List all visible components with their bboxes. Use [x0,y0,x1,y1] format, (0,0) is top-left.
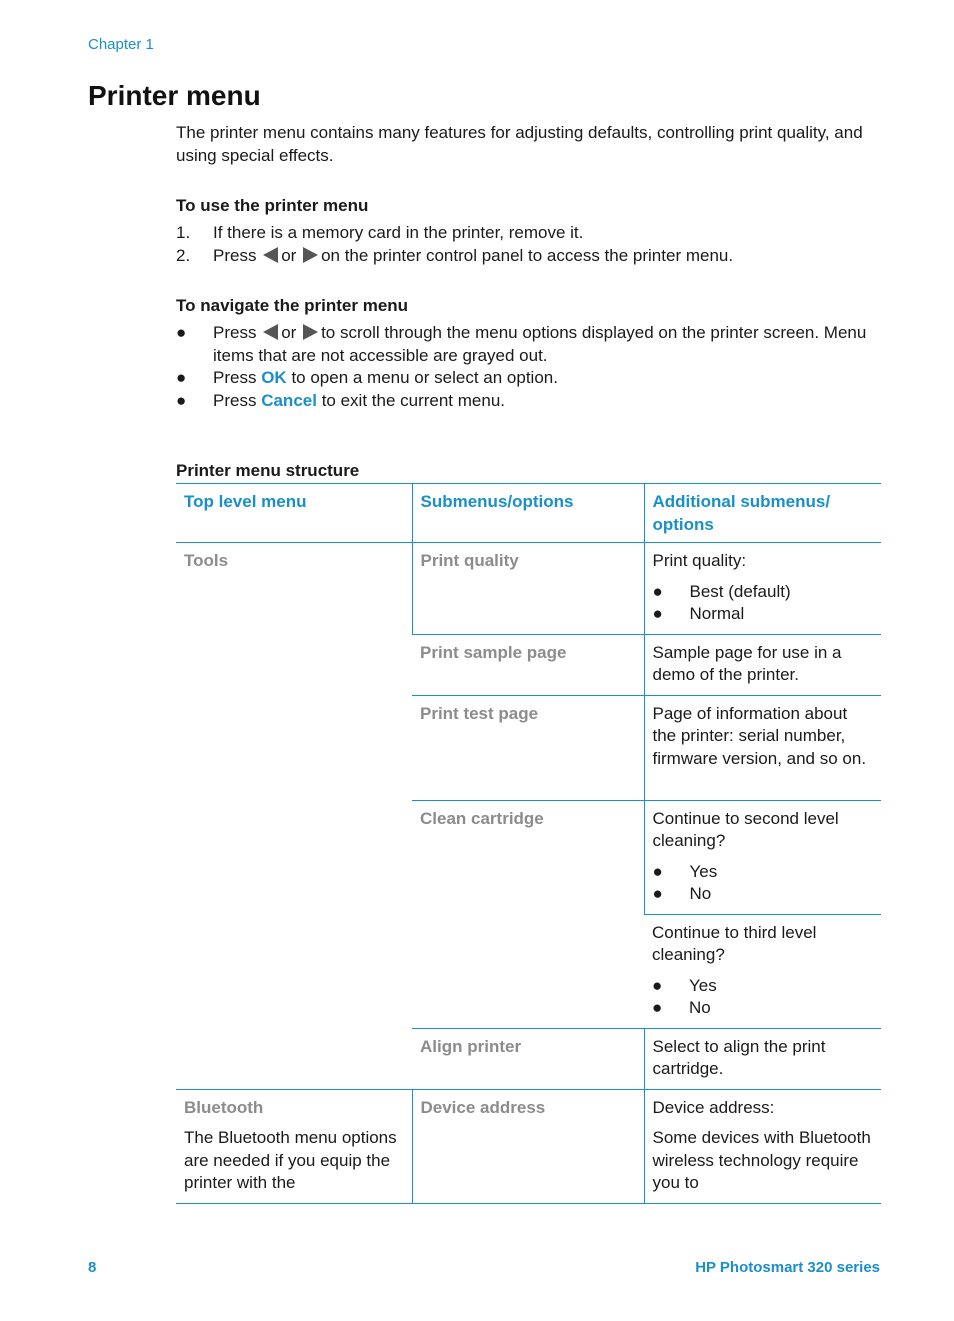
device-address-label: Device address [420,1097,546,1117]
table-row [176,1089,881,1203]
table-row [176,543,881,635]
option-desc: Continue to second level cleaning? [652,808,839,850]
item-text: to open a menu or select an option. [291,368,558,387]
item-text: to scroll through the menu options displayed on the printer screen. Menu items that are not accessible are grayed out. [213,323,867,365]
list-item [652,997,873,1020]
column-header: Submenus/options [412,484,644,543]
option-desc: Select to align the print cartridge. [652,1036,826,1078]
step-text: or [281,245,297,265]
option-text: Normal [689,604,745,623]
step-text: If there is a memory card in the printer, remove it. [213,223,584,242]
options-cell [644,1028,881,1089]
intro-paragraph: The printer menu contains many features for adjusting defaults, controlling print quality, and using special effects. [176,123,863,165]
list-item [653,883,874,906]
bullet: ● [652,884,663,903]
option-desc: Page of information about the printer: serial number, firmware version, and so on. [652,703,867,768]
item-text: Press [213,390,257,410]
bullet: ● [652,581,663,601]
submenu-cell [412,1028,644,1089]
left-arrow-icon [263,324,278,340]
print-quality-label: Print quality [420,551,519,570]
right-arrow-icon [303,324,318,340]
use-menu-steps [176,222,881,267]
navigate-menu-heading: To navigate the printer menu [176,296,409,315]
list-item [176,245,881,268]
list-item [176,367,881,390]
cancel-key-label: Cancel [261,390,317,410]
bullet: ● [176,390,187,410]
page-number: 8 [88,1259,97,1276]
right-arrow-icon [303,247,318,263]
item-text: Press [213,368,257,387]
navigate-menu-list [176,322,881,412]
submenu-cell [412,695,644,800]
submenu-cell [412,543,644,635]
bluetooth-desc: The Bluetooth menu options are needed if you equip the printer with the [184,1128,397,1192]
list-item [176,322,881,367]
bullet: ● [652,861,663,881]
options-cell [644,914,881,1028]
bullet: ● [652,604,663,623]
list-item [653,603,874,626]
options-list [653,581,874,626]
options-cell [644,1089,881,1203]
options-list [653,861,874,906]
options-cell [644,695,881,800]
bullet: ● [652,975,663,995]
list-item [653,861,874,884]
step-number: 1. [176,223,191,242]
bullet: ● [176,323,187,342]
option-text: No [689,998,711,1017]
tools-label: Tools [184,551,229,570]
print-sample-page-label: Print sample page [420,642,567,662]
print-test-page-label: Print test page [420,703,539,723]
list-item [653,581,874,604]
item-text: Press [213,323,257,342]
option-text: No [689,884,712,903]
option-desc: Device address: [652,1097,775,1117]
chapter-label: Chapter 1 [88,36,154,53]
list-item [176,222,881,245]
tools-cell [176,543,412,1090]
ok-key-label: OK [261,368,287,387]
option-text: Yes [689,975,717,995]
bluetooth-cell [176,1089,412,1203]
list-item [652,975,873,998]
column-header: Additional submenus/ options [644,484,881,543]
option-text: Best (default) [689,581,791,601]
submenu-cell [412,800,644,1028]
submenu-cell [412,634,644,695]
list-item [176,390,881,413]
item-text: or [281,323,297,342]
table-caption: Printer menu structure [176,461,360,480]
step-number: 2. [176,245,191,265]
bullet: ● [652,998,663,1017]
options-cell [644,543,881,635]
bluetooth-label: Bluetooth [184,1097,264,1117]
page-title: Printer menu [88,80,261,111]
align-printer-label: Align printer [420,1036,522,1056]
option-desc: Print quality: [652,551,747,570]
table-header-row [176,484,881,543]
bullet: ● [176,368,187,387]
step-text: Press [213,245,257,265]
clean-cartridge-label: Clean cartridge [420,808,544,828]
options-list [652,975,873,1020]
option-text: Yes [689,861,718,881]
use-menu-heading: To use the printer menu [176,196,369,215]
item-text: to exit the current menu. [321,390,506,410]
option-desc: Sample page for use in a demo of the printer. [652,642,842,684]
options-cell [644,634,881,695]
column-header: Top level menu [176,484,412,543]
product-name: HP Photosmart 320 series [695,1259,880,1276]
option-note: Some devices with Bluetooth wireless technology require you to [652,1128,871,1192]
left-arrow-icon [263,247,278,263]
submenu-cell [412,1089,644,1203]
step-text: on the printer control panel to access the printer menu. [321,245,734,265]
options-cell [644,800,881,914]
printer-menu-table [176,483,881,1204]
option-desc: Continue to third level cleaning? [652,922,817,964]
